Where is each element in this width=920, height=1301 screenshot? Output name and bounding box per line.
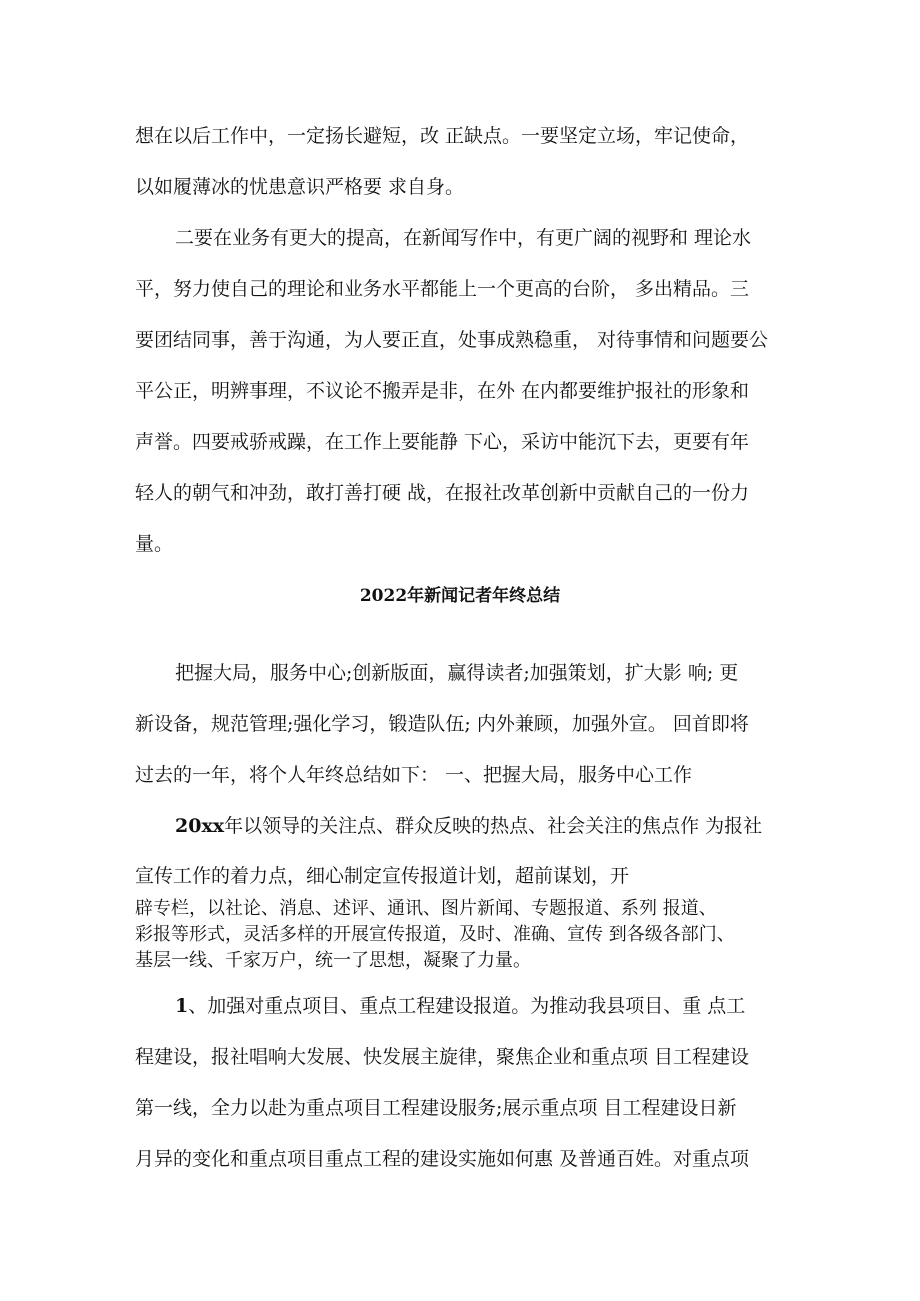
text-line: 辟专栏，以社论、消息、述评、通讯、图片新闻、专题报道、系列 报道、 <box>135 898 717 919</box>
text-line: 轻人的朝气和冲劲，敢打善打硬 战，在报社改革创新中贡献自己的一份力 <box>135 482 750 504</box>
text-line: 声誉。四要戒骄戒躁，在工作上要能静 下心，采访中能沉下去，更要有年 <box>135 431 750 453</box>
text-line: 程建设，报社唱响大发展、快发展主旋律，聚焦企业和重点项 目工程建设 <box>135 1046 750 1068</box>
text-span: 、加强对重点项目、重点工程建设报道。为推动我县项目、重 点工 <box>188 995 746 1017</box>
text-line: 平，努力使自己的理论和业务水平都能上一个更高的台阶， 多出精品。三 <box>135 278 750 300</box>
text-line: 想在以后工作中，一定扬长避短，改 正缺点。一要坚定立场，牢记使命， <box>135 125 750 147</box>
item-number: 1 <box>175 995 189 1017</box>
text-line: 第一线，全力以赴为重点项目工程建设服务;展示重点项 目工程建设日新 <box>135 1097 737 1119</box>
text-line: 二要在业务有更大的提高，在新闻写作中，有更广阔的视野和 理论水 <box>175 227 752 249</box>
text-line: 以如履薄冰的忧患意识严格要 求自身。 <box>135 176 465 198</box>
text-line: 过去的一年，将个人年终总结如下： 一、把握大局，服务中心工作 <box>135 764 693 786</box>
text-line: 要团结同事，善于沟通，为人要正直，处事成熟稳重， 对待事情和问题要公 <box>135 329 769 351</box>
text-line: 把握大局，服务中心;创新版面，赢得读者;加强策划，扩大影 响; 更 <box>175 662 739 684</box>
text-line: 平公正，明辨事理，不议论不搬弄是非，在外 在内都要维护报社的形象和 <box>135 380 750 402</box>
text-line: 量。 <box>135 533 174 555</box>
text-line <box>175 997 745 1016</box>
year-label: 20xx <box>175 815 225 837</box>
text-line: 新设备，规范管理;强化学习，锻造队伍; 内外兼顾，加强外宣。 回首即将 <box>135 713 749 735</box>
text-line: 基层一线、千家万户，统一了思想，凝聚了力量。 <box>135 950 531 971</box>
section-title: 2022年新闻记者年终总结 <box>359 586 561 606</box>
text-line: 宣传工作的着力点，细心制定宣传报道计划，超前谋划，开 <box>135 865 630 887</box>
text-span: 年以领导的关注点、群众反映的热点、社会关注的焦点作 为报社 <box>224 815 763 837</box>
text-line: 彩报等形式，灵活多样的开展宣传报道，及时、准确、宣传 到各级各部门、 <box>135 924 735 945</box>
text-line <box>175 817 762 836</box>
text-line: 月异的变化和重点项目重点工程的建设实施如何惠 及普通百姓。对重点项 <box>135 1148 750 1170</box>
